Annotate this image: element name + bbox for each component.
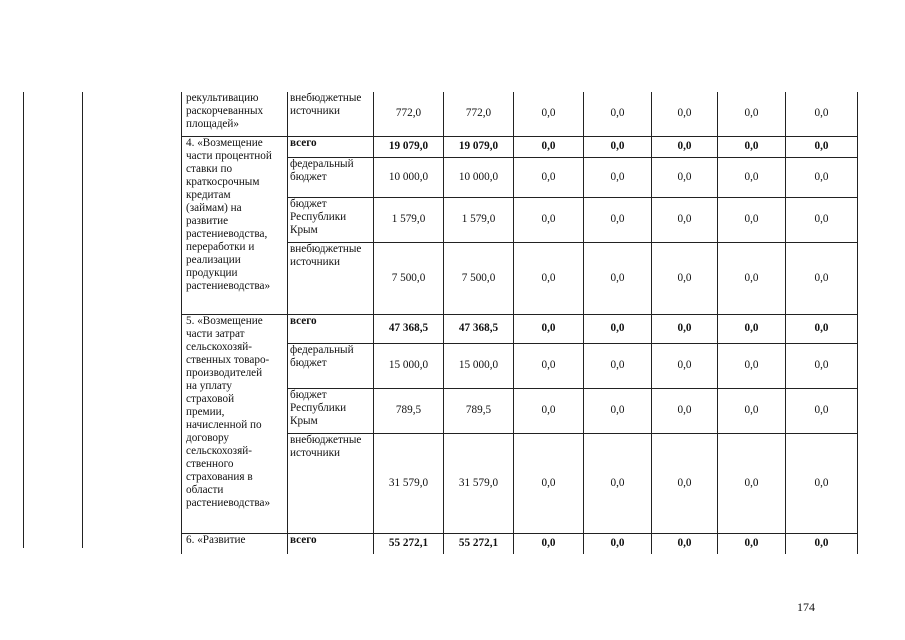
- value-cell: 0,0: [652, 533, 718, 554]
- value-cell: 0,0: [584, 92, 652, 136]
- value-cell: 772,0: [374, 92, 444, 136]
- funding-source-cell: внебюджетные источники: [288, 433, 374, 533]
- value-cell: 0,0: [514, 157, 584, 197]
- value-cell: 0,0: [718, 433, 786, 533]
- value-cell: 0,0: [718, 242, 786, 314]
- value-cell: 0,0: [786, 197, 858, 242]
- value-cell: 0,0: [718, 136, 786, 157]
- value-cell: 0,0: [584, 314, 652, 343]
- value-cell: 0,0: [718, 343, 786, 388]
- table-body: [182, 92, 858, 554]
- value-cell: 0,0: [718, 157, 786, 197]
- value-cell: 0,0: [584, 388, 652, 433]
- value-cell: 0,0: [786, 433, 858, 533]
- value-cell: 1 579,0: [444, 197, 514, 242]
- program-name-cell: 5. «Возмещение части затрат сельскохозяй- ственных товаро- производителей на уплату страховой премии, начисленной по договору сельскохозяй- ственного страхования в области растениеводства»: [182, 314, 288, 533]
- value-cell: 0,0: [652, 433, 718, 533]
- value-cell: 31 579,0: [444, 433, 514, 533]
- value-cell: 789,5: [444, 388, 514, 433]
- value-cell: 0,0: [652, 314, 718, 343]
- value-cell: 0,0: [652, 242, 718, 314]
- funding-source-cell: бюджет Республики Крым: [288, 197, 374, 242]
- value-cell: 0,0: [786, 157, 858, 197]
- value-cell: 55 272,1: [374, 533, 444, 554]
- value-cell: 7 500,0: [444, 242, 514, 314]
- value-cell: 0,0: [584, 343, 652, 388]
- value-cell: 0,0: [514, 533, 584, 554]
- value-cell: 19 079,0: [444, 136, 514, 157]
- value-cell: 0,0: [652, 92, 718, 136]
- value-cell: 772,0: [444, 92, 514, 136]
- value-cell: 0,0: [786, 314, 858, 343]
- program-name-cell: рекультивацию раскорчеванных площадей»: [182, 92, 288, 136]
- value-cell: 0,0: [652, 157, 718, 197]
- funding-source-cell: федеральный бюджет: [288, 157, 374, 197]
- value-cell: 47 368,5: [444, 314, 514, 343]
- left-margin-line-2: [82, 92, 83, 548]
- value-cell: 0,0: [514, 92, 584, 136]
- value-cell: 0,0: [514, 433, 584, 533]
- value-cell: 0,0: [718, 197, 786, 242]
- value-cell: 55 272,1: [444, 533, 514, 554]
- value-cell: 0,0: [718, 92, 786, 136]
- value-cell: 0,0: [514, 388, 584, 433]
- table-row: [182, 533, 858, 554]
- left-margin-line-1: [23, 92, 24, 548]
- value-cell: 0,0: [584, 197, 652, 242]
- program-name-cell: 4. «Возмещение части процентной ставки по краткосрочным кредитам (займам) на развитие растениеводства, переработки и реализации продукции растениеводства»: [182, 136, 288, 314]
- funding-source-cell: всего: [288, 533, 374, 554]
- value-cell: 0,0: [584, 242, 652, 314]
- value-cell: 789,5: [374, 388, 444, 433]
- table-row: [182, 92, 858, 136]
- value-cell: 0,0: [718, 533, 786, 554]
- value-cell: 0,0: [584, 533, 652, 554]
- value-cell: 0,0: [786, 533, 858, 554]
- table-row: [182, 314, 858, 343]
- page-number: 174: [797, 600, 815, 614]
- funding-source-cell: внебюджетные источники: [288, 92, 374, 136]
- value-cell: 0,0: [514, 314, 584, 343]
- value-cell: 0,0: [514, 343, 584, 388]
- value-cell: 0,0: [652, 343, 718, 388]
- value-cell: 0,0: [786, 343, 858, 388]
- value-cell: 1 579,0: [374, 197, 444, 242]
- value-cell: 0,0: [786, 242, 858, 314]
- budget-table: [181, 92, 858, 554]
- funding-source-cell: всего: [288, 314, 374, 343]
- value-cell: 7 500,0: [374, 242, 444, 314]
- funding-source-cell: всего: [288, 136, 374, 157]
- value-cell: 19 079,0: [374, 136, 444, 157]
- value-cell: 0,0: [786, 136, 858, 157]
- funding-source-cell: внебюджетные источники: [288, 242, 374, 314]
- value-cell: 10 000,0: [374, 157, 444, 197]
- value-cell: 0,0: [652, 136, 718, 157]
- funding-source-cell: бюджет Республики Крым: [288, 388, 374, 433]
- value-cell: 31 579,0: [374, 433, 444, 533]
- value-cell: 0,0: [584, 136, 652, 157]
- value-cell: 10 000,0: [444, 157, 514, 197]
- value-cell: 0,0: [514, 136, 584, 157]
- value-cell: 0,0: [652, 388, 718, 433]
- value-cell: 0,0: [514, 242, 584, 314]
- value-cell: 47 368,5: [374, 314, 444, 343]
- funding-source-cell: федеральный бюджет: [288, 343, 374, 388]
- value-cell: 15 000,0: [374, 343, 444, 388]
- value-cell: 0,0: [718, 314, 786, 343]
- value-cell: 0,0: [584, 433, 652, 533]
- program-name-cell: 6. «Развитие: [182, 533, 288, 554]
- value-cell: 0,0: [652, 197, 718, 242]
- value-cell: 0,0: [584, 157, 652, 197]
- value-cell: 0,0: [786, 388, 858, 433]
- value-cell: 0,0: [786, 92, 858, 136]
- value-cell: 15 000,0: [444, 343, 514, 388]
- value-cell: 0,0: [514, 197, 584, 242]
- table-row: [182, 136, 858, 157]
- value-cell: 0,0: [718, 388, 786, 433]
